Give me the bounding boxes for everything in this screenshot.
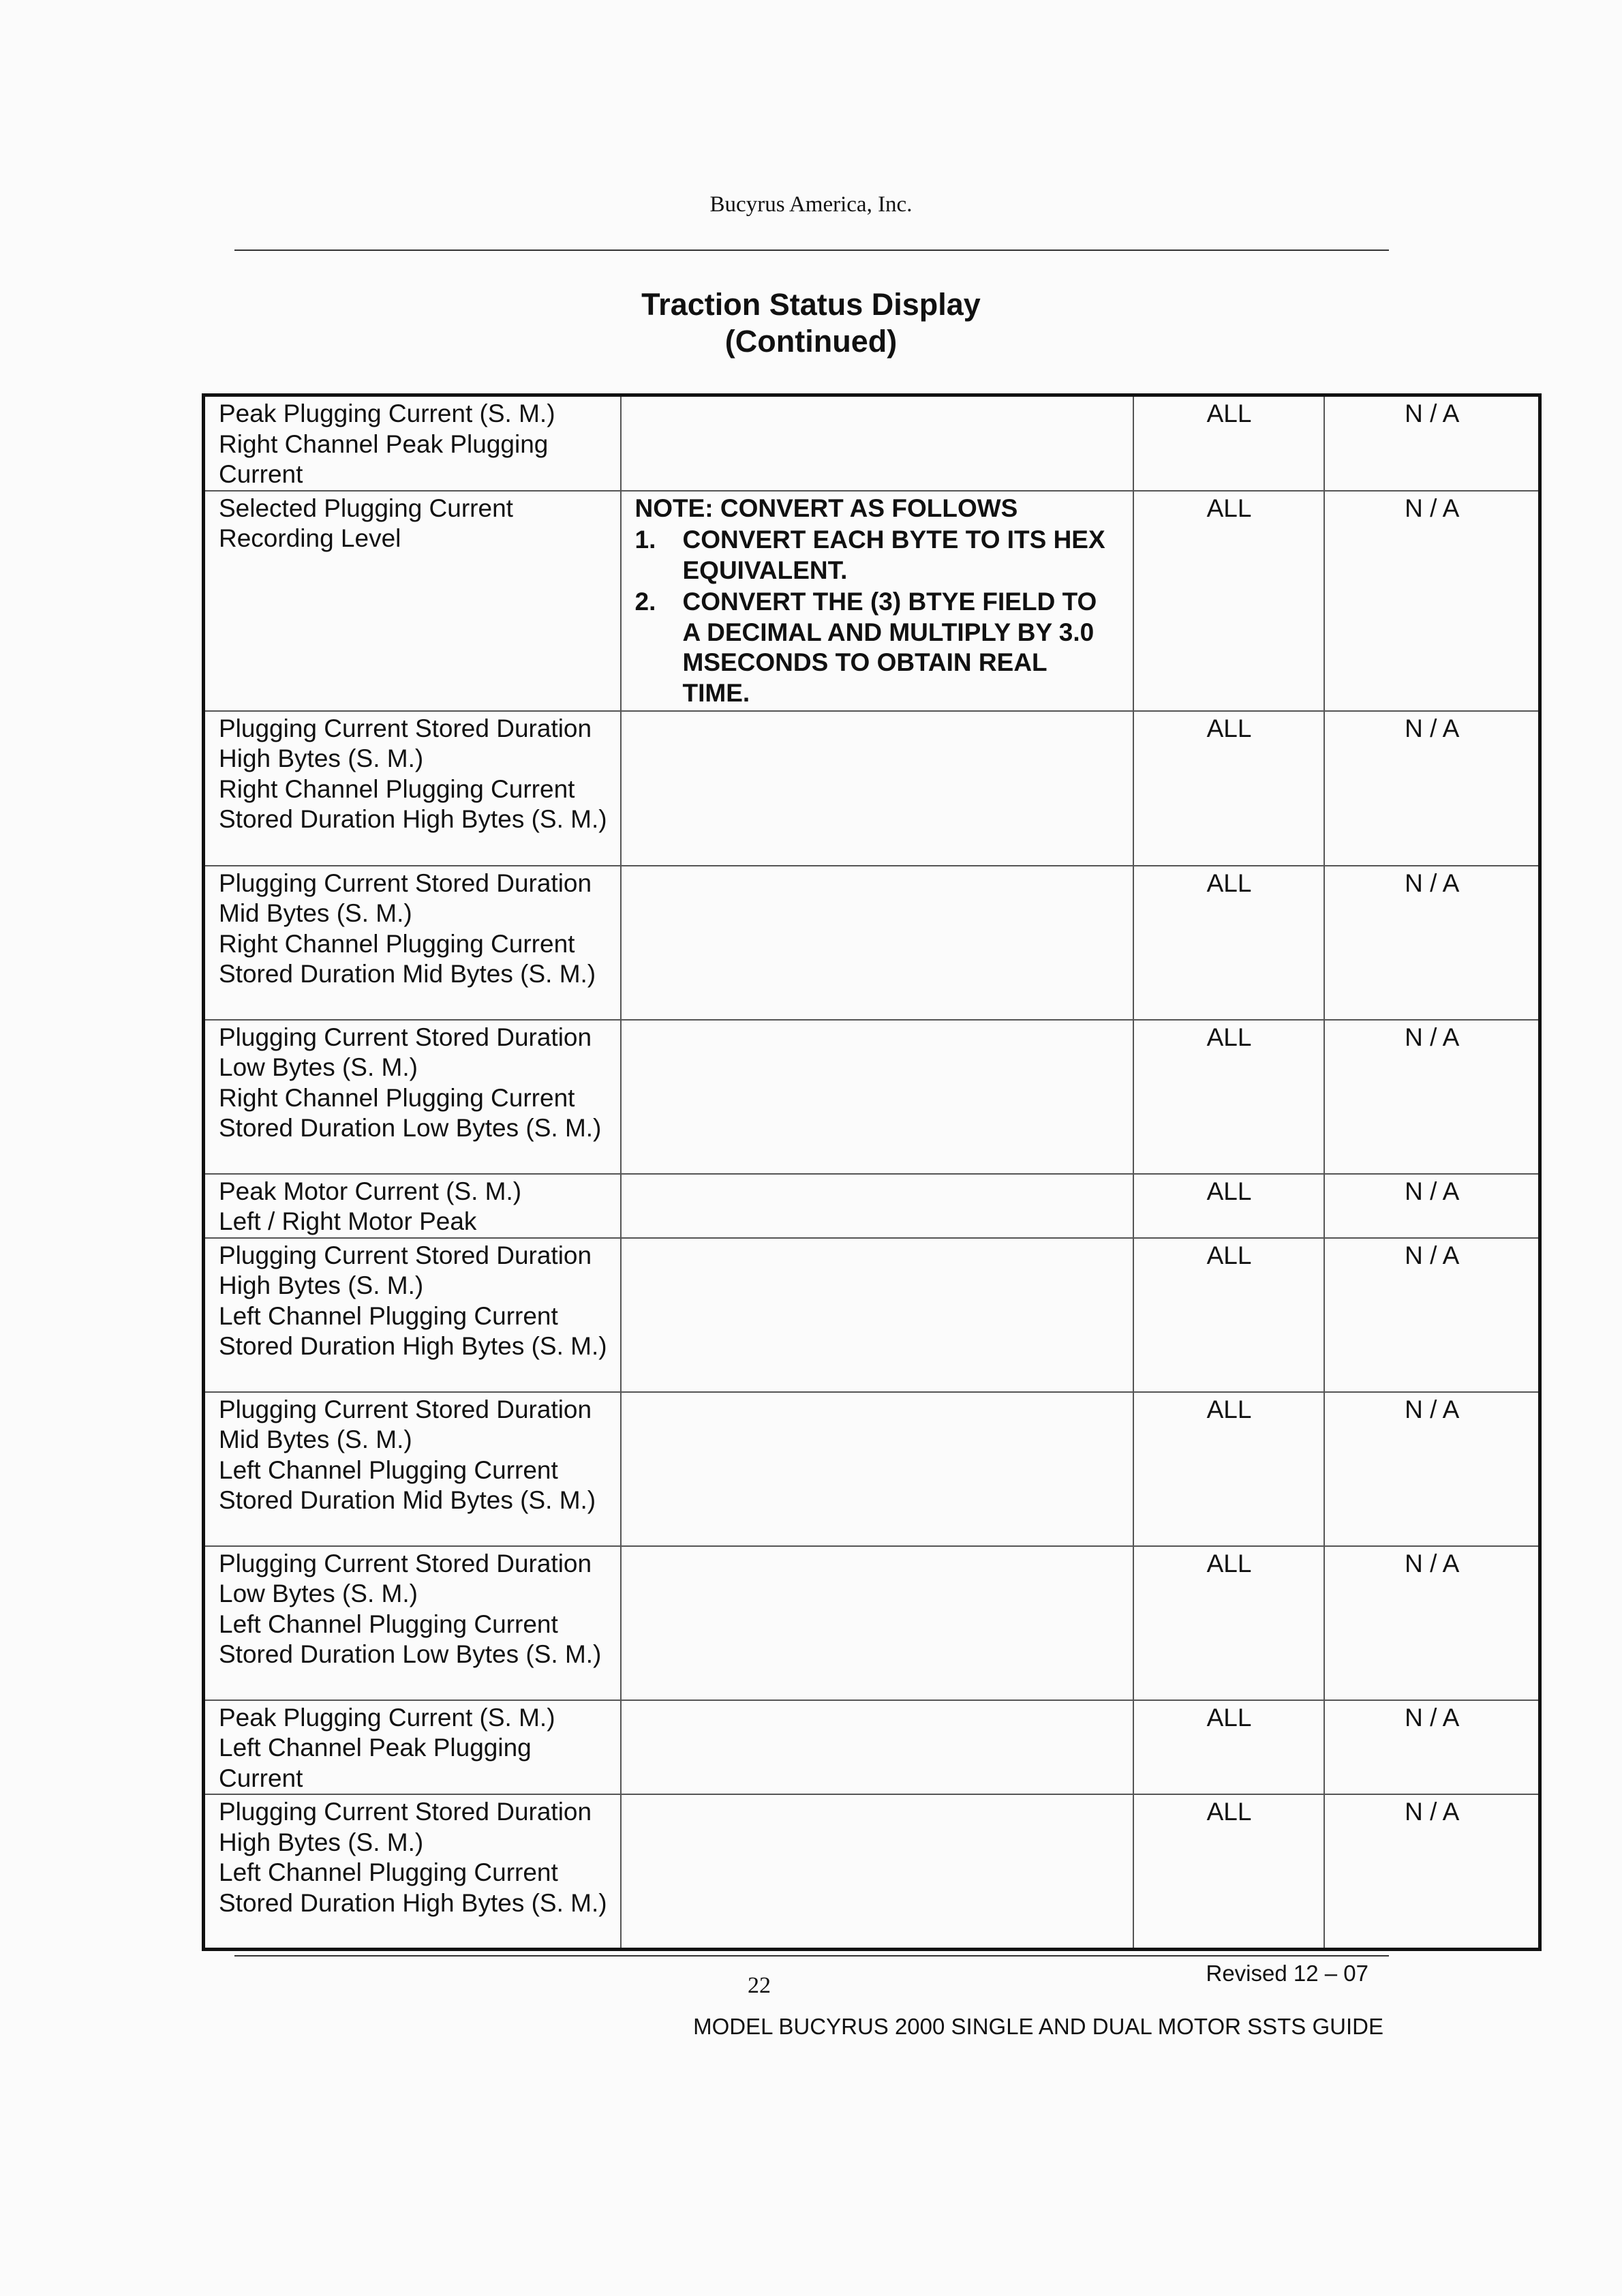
models-cell: ALL — [1133, 1546, 1324, 1700]
table-row — [204, 1794, 1540, 1949]
description-cell: Plugging Current Stored Duration Mid Bytes (S. M.) Left Channel Plugging Current Stored Duration Mid Bytes (S. M.) — [204, 1392, 621, 1546]
table-row — [204, 1700, 1540, 1795]
table-row — [204, 1020, 1540, 1174]
table-row — [204, 1392, 1540, 1546]
notes-cell — [621, 1020, 1133, 1174]
models-cell: ALL — [1133, 1020, 1324, 1174]
table-row — [204, 711, 1540, 866]
models-cell: ALL — [1133, 1700, 1324, 1795]
table-row — [204, 1174, 1540, 1238]
table-row — [204, 491, 1540, 711]
description-cell: Plugging Current Stored Duration Low Bytes (S. M.) Right Channel Plugging Current Stored Duration Low Bytes (S. M.) — [204, 1020, 621, 1174]
running-header: Bucyrus America, Inc. — [709, 192, 913, 217]
notes-cell — [621, 491, 1133, 711]
footer-rule — [234, 1955, 1389, 1957]
description-cell: Plugging Current Stored Duration Low Bytes (S. M.) Left Channel Plugging Current Stored Duration Low Bytes (S. M.) — [204, 1546, 621, 1700]
value-cell: N / A — [1324, 395, 1540, 491]
note-step-text: CONVERT THE (3) BTYE FIELD TO A DECIMAL AND MULTIPLY BY 3.0 MSECONDS TO OBTAIN REAL TIME. — [682, 588, 1097, 707]
table-row — [204, 1546, 1540, 1700]
value-cell: N / A — [1324, 711, 1540, 866]
value-cell: N / A — [1324, 866, 1540, 1020]
description-cell: Plugging Current Stored Duration Mid Bytes (S. M.) Right Channel Plugging Current Stored Duration Mid Bytes (S. M.) — [204, 866, 621, 1020]
notes-cell — [621, 1174, 1133, 1238]
notes-cell — [621, 1700, 1133, 1795]
value-cell: N / A — [1324, 1392, 1540, 1546]
value-cell: N / A — [1324, 1174, 1540, 1238]
notes-cell — [621, 1238, 1133, 1392]
note-step-number: 1. — [634, 526, 656, 554]
note-step-text: CONVERT EACH BYTE TO ITS HEX EQUIVALENT. — [682, 526, 1105, 584]
table-row — [204, 395, 1540, 491]
value-cell: N / A — [1324, 1700, 1540, 1795]
models-cell: ALL — [1133, 395, 1324, 491]
models-cell: ALL — [1133, 1174, 1324, 1238]
table-row — [204, 866, 1540, 1020]
description-cell: Peak Motor Current (S. M.) Left / Right Motor Peak — [204, 1174, 621, 1238]
document-title: MODEL BUCYRUS 2000 SINGLE AND DUAL MOTOR SSTS GUIDE — [693, 2014, 1383, 2039]
notes-cell — [621, 395, 1133, 491]
title-line-2: (Continued) — [724, 324, 898, 359]
value-cell: N / A — [1324, 1546, 1540, 1700]
note-step — [635, 525, 1120, 586]
notes-cell — [621, 1546, 1133, 1700]
traction-status-table — [202, 393, 1542, 1951]
notes-cell — [621, 866, 1133, 1020]
note-step — [635, 587, 1120, 708]
table-row — [204, 1238, 1540, 1392]
value-cell: N / A — [1324, 1020, 1540, 1174]
header-rule — [234, 250, 1389, 251]
models-cell: ALL — [1133, 1392, 1324, 1546]
notes-cell — [621, 1794, 1133, 1949]
notes-cell — [621, 1392, 1133, 1546]
note-steps — [635, 525, 1120, 708]
models-cell: ALL — [1133, 491, 1324, 711]
revision-label: Revised 12 – 07 — [1206, 1961, 1368, 1986]
page-title — [0, 286, 1622, 360]
value-cell: N / A — [1324, 491, 1540, 711]
models-cell: ALL — [1133, 866, 1324, 1020]
description-cell: Selected Plugging Current Recording Level — [204, 491, 621, 711]
note-step-number: 2. — [634, 588, 656, 616]
description-cell: Plugging Current Stored Duration High Bytes (S. M.) Left Channel Plugging Current Stored Duration High Bytes (S. M.) — [204, 1238, 621, 1392]
title-line-1: Traction Status Display — [641, 287, 981, 322]
note-heading: NOTE: CONVERT AS FOLLOWS — [634, 494, 1018, 522]
models-cell: ALL — [1133, 711, 1324, 866]
value-cell: N / A — [1324, 1238, 1540, 1392]
description-cell: Peak Plugging Current (S. M.) Left Channel Peak Plugging Current — [204, 1700, 621, 1795]
description-cell: Plugging Current Stored Duration High Bytes (S. M.) Left Channel Plugging Current Stored Duration High Bytes (S. M.) — [204, 1794, 621, 1949]
description-cell: Plugging Current Stored Duration High Bytes (S. M.) Right Channel Plugging Current Stored Duration High Bytes (S. M.) — [204, 711, 621, 866]
page-number: 22 — [748, 1973, 771, 1998]
value-cell: N / A — [1324, 1794, 1540, 1949]
models-cell: ALL — [1133, 1238, 1324, 1392]
description-cell: Peak Plugging Current (S. M.) Right Channel Peak Plugging Current — [204, 395, 621, 491]
notes-cell — [621, 711, 1133, 866]
models-cell: ALL — [1133, 1794, 1324, 1949]
